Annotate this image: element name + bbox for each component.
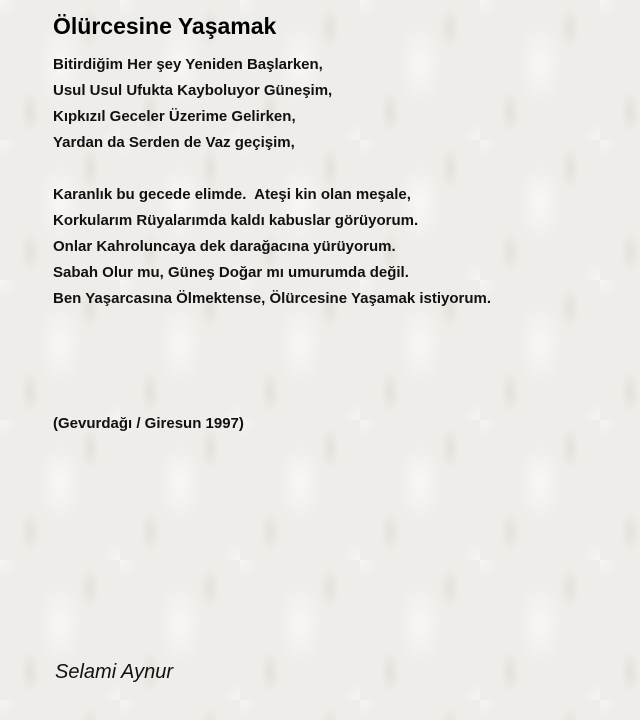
poem-line: Bitirdiğim Her şey Yeniden Başlarken, bbox=[53, 56, 323, 73]
poem-line: Korkularım Rüyalarımda kaldı kabuslar görüyorum. bbox=[53, 212, 419, 229]
poem-body bbox=[53, 52, 491, 338]
poem-line: Yardan da Serden de Vaz geçişim, bbox=[53, 134, 295, 151]
poem-line: Kıpkızıl Geceler Üzerime Gelirken, bbox=[53, 108, 296, 125]
poem-place-date: (Gevurdağı / Giresun 1997) bbox=[53, 415, 244, 432]
poem-title: Ölürcesine Yaşamak bbox=[53, 13, 277, 39]
poem-line: Ben Yaşarcasına Ölmektense, Ölürcesine Yaşamak istiyorum. bbox=[53, 290, 492, 307]
poem-line: Usul Usul Ufukta Kayboluyor Güneşim, bbox=[53, 82, 333, 99]
poem-line: Karanlık bu gecede elimde. Ateşi kin olan meşale, bbox=[53, 186, 411, 203]
poem-line: Sabah Olur mu, Güneş Doğar mı umurumda değil. bbox=[53, 264, 409, 281]
stanza-2 bbox=[53, 182, 491, 312]
poem-line: Onlar Kahroluncaya dek darağacına yürüyorum. bbox=[53, 238, 396, 255]
stanza-1 bbox=[53, 52, 491, 156]
poem-author: Selami Aynur bbox=[55, 661, 174, 683]
